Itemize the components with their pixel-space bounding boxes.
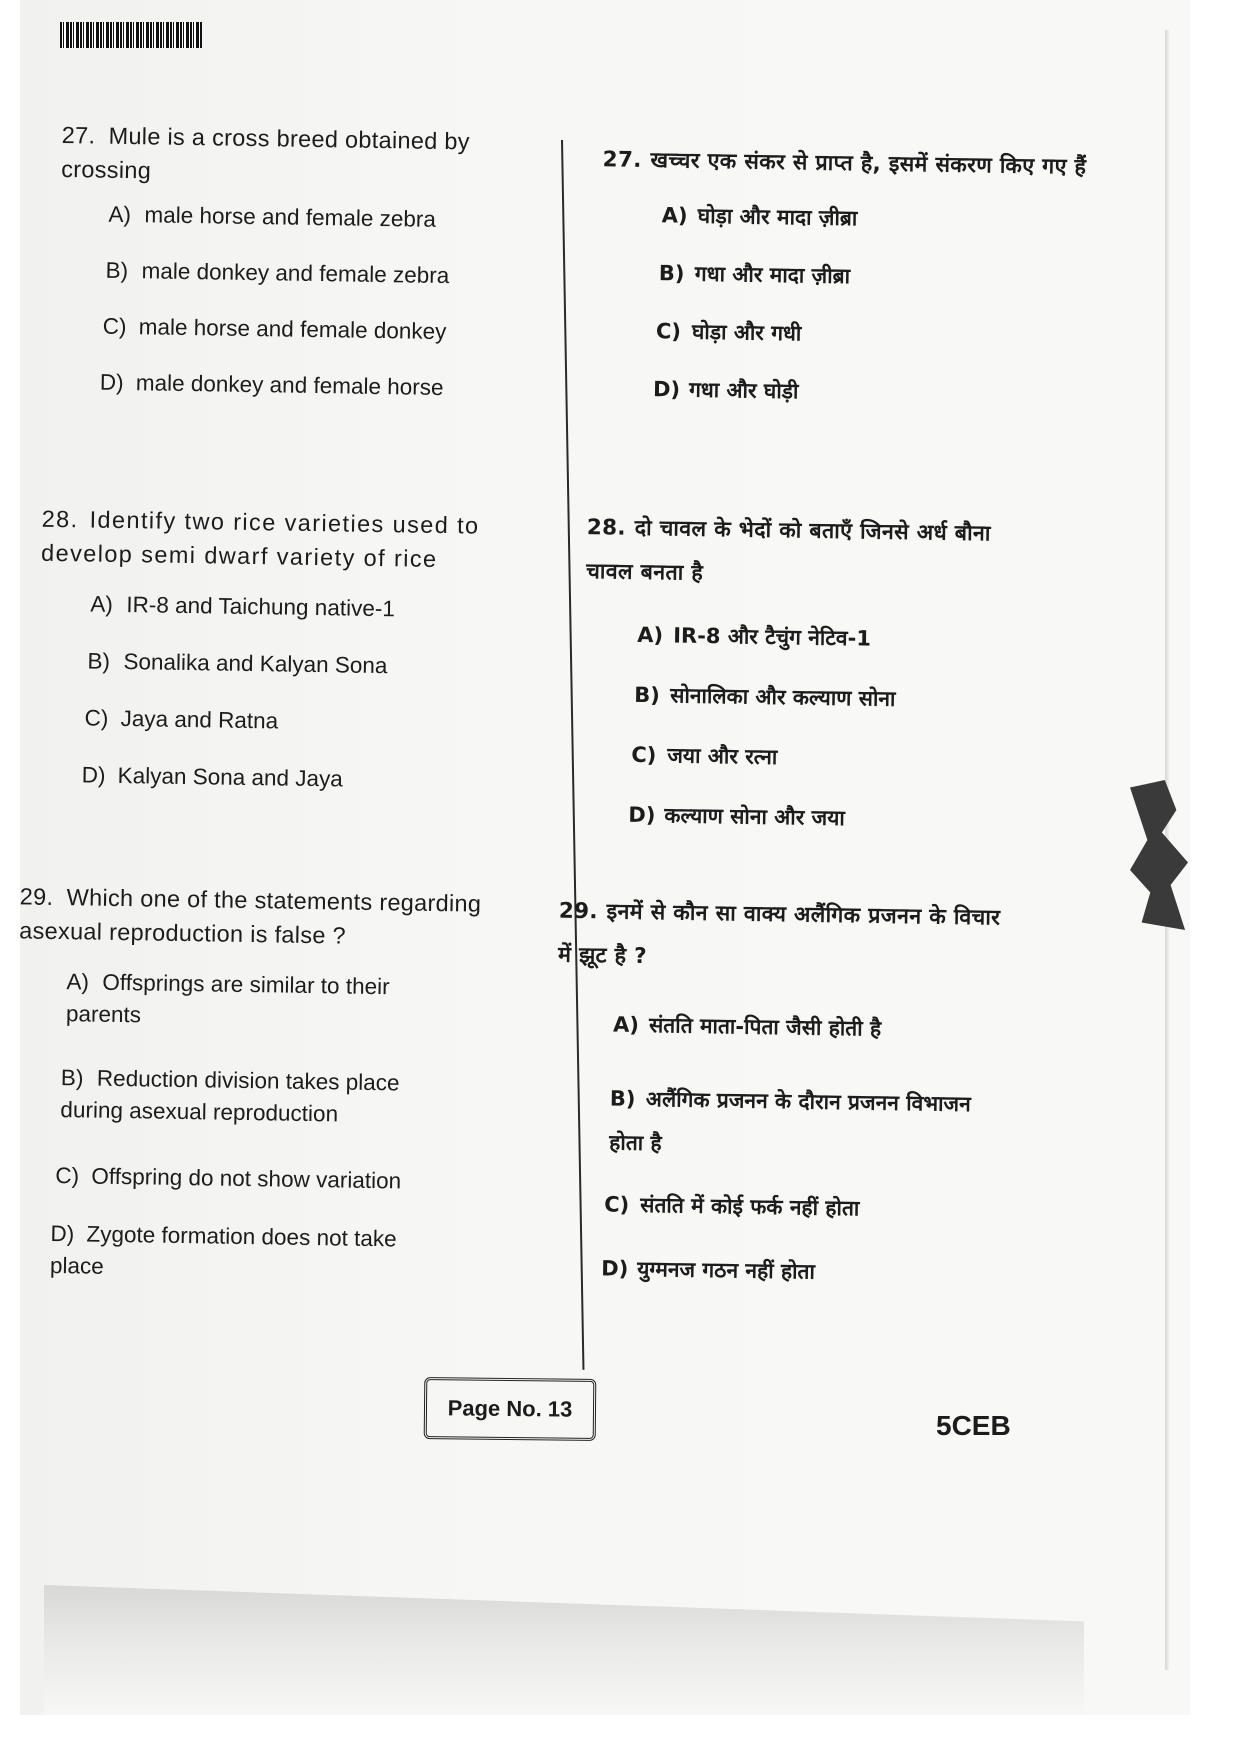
question-number: 27. (602, 147, 642, 173)
option-c: C) male horse and female donkey (102, 313, 447, 345)
option-a: A) IR-8 and Taichung native-1 (90, 591, 396, 622)
question-28-hi (585, 506, 1027, 831)
option-a: A) संतति माता-पिता जैसी होती है (612, 1012, 882, 1041)
option-b: B) Sonalika and Kalyan Sona (87, 648, 388, 679)
option-c: C) जया और रत्ना (631, 742, 778, 770)
question-number: 28. (586, 515, 627, 541)
option-d: D) Kalyan Sona and Jaya (81, 762, 344, 792)
option-d: D) male donkey and female horse (99, 369, 444, 401)
option-d: D) गधा और घोड़ी (652, 377, 799, 404)
option-a: A) Offsprings are similar to their parents (65, 969, 390, 1028)
question-number: 29. (558, 898, 599, 925)
question-29-hi (557, 890, 1019, 1284)
question-text: Which one of the statements regarding asexual reproduction is false ? (19, 884, 482, 949)
booklet-code: 5CEB (936, 1410, 1011, 1441)
option-c: C) संतति में कोई फर्क नहीं होता (604, 1192, 860, 1221)
question-text: Mule is a cross breed obtained by crossing (60, 122, 471, 184)
question-number: 28. (41, 505, 79, 533)
question-text: Identify two rice varieties used to develop semi dwarf variety of rice (40, 506, 480, 572)
question-27-en (60, 118, 552, 401)
question-29-en (19, 879, 510, 1279)
option-a: A) male horse and female zebra (108, 201, 437, 232)
question-27-hi (602, 138, 1103, 404)
option-b: B) गधा और मादा ज़ीब्रा (658, 261, 851, 289)
option-b: B) male donkey and female zebra (105, 257, 450, 289)
question-text: इनमें से कौन सा वाक्य अलैंगिक प्रजनन के विचार में झूट है ? (557, 899, 1001, 970)
question-number: 29. (19, 883, 54, 910)
option-d: D) कल्याण सोना और जया (628, 802, 846, 831)
option-a: A) IR-8 और टैचुंग नेटिव-1 (637, 622, 872, 651)
question-28-en (40, 502, 532, 792)
option-d: D) Zygote formation does not take place (49, 1220, 397, 1279)
question-text: खच्चर एक संकर से प्राप्त है, इसमें संकरण किए गए हैं (650, 148, 1087, 180)
option-c: C) Offspring do not show variation (55, 1163, 402, 1194)
option-a: A) घोड़ा और मादा ज़ीब्रा (661, 203, 858, 231)
option-b: B) Reduction division takes place during asexual reproduction (60, 1065, 400, 1127)
page-number: Page No. 13 (424, 1377, 597, 1441)
option-b: B) सोनालिका और कल्याण सोना (634, 682, 896, 711)
barcode (60, 22, 202, 48)
option-b: B) अलैंगिक प्रजनन के दौरान प्रजनन विभाजन होता है (609, 1086, 971, 1156)
option-c: C) घोड़ा और गधी (655, 319, 802, 346)
question-text: दो चावल के भेदों को बताएँ जिनसे अर्ध बौना चावल बनता है (585, 515, 991, 586)
question-number: 27. (61, 121, 96, 149)
option-c: C) Jaya and Ratna (84, 705, 279, 734)
option-d: D) युग्मनज गठन नहीं होता (601, 1256, 816, 1284)
